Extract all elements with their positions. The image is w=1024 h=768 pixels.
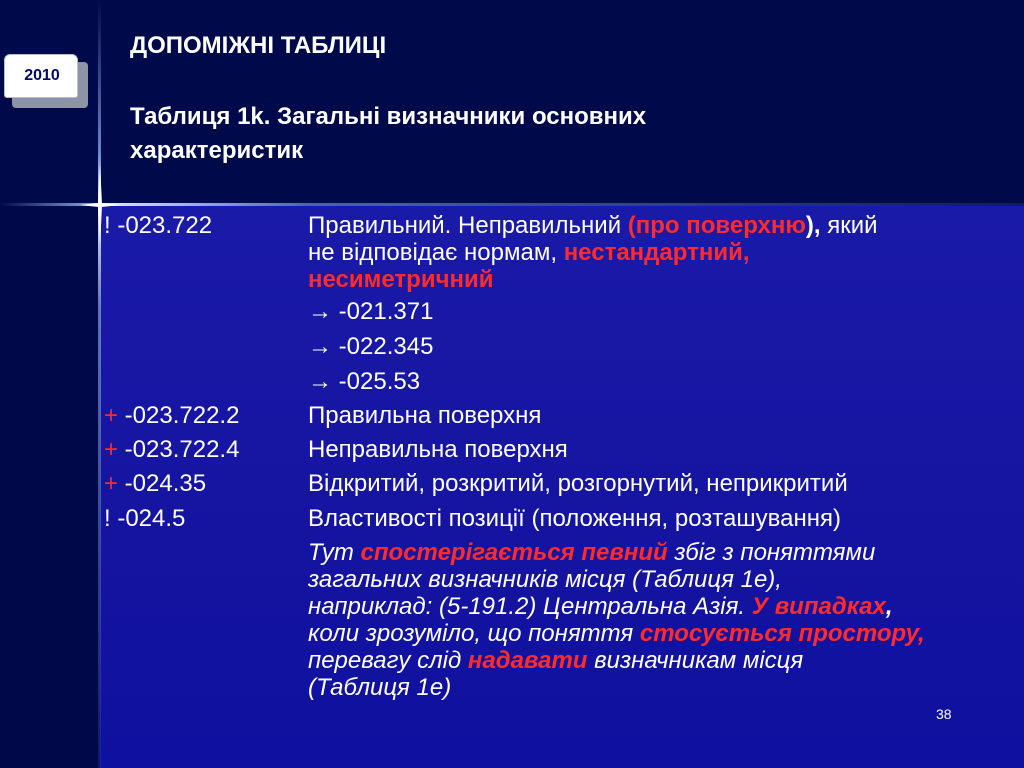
row1-line3: несиметричний: [308, 266, 494, 293]
plus-marker: +: [104, 470, 119, 497]
row1-line1: [308, 212, 1008, 239]
note-red: У випадках: [751, 593, 886, 620]
row1-desc: [308, 212, 1008, 293]
row1-text: Правильний. Неправильний: [308, 212, 628, 239]
row5-desc: Властивості позиції (положення, розташування): [308, 505, 841, 532]
note-text: ,: [885, 593, 893, 620]
row1-code: ! -023.722: [104, 212, 213, 239]
year-tab-card: [4, 54, 78, 98]
note-line1: [308, 539, 1008, 566]
subtitle-line-2: характеристик: [130, 137, 304, 164]
note-line2: загальних визначників місця (Таблиця 1е),: [308, 566, 782, 593]
row1-line2: [308, 239, 1008, 266]
row3-code-text: -023.722.4: [118, 436, 240, 463]
row2-code: [104, 402, 239, 429]
row3-desc: Неправильна поверхня: [308, 436, 568, 463]
row2-desc: Правильна поверхня: [308, 402, 542, 429]
arrow-ref-3: → -025.53: [308, 368, 421, 395]
arrow-ref-2: → -022.345: [308, 333, 434, 360]
row4-desc: Відкритий, розкритий, розгорнутий, неприкритий: [308, 470, 848, 497]
left-band: [0, 206, 100, 768]
slide-title: ДОПОМІЖНІ ТАБЛИЦІ: [130, 32, 387, 59]
note-red: стосується простору,: [639, 620, 925, 647]
row1-text-end: який: [820, 212, 878, 239]
note-text: Тут: [308, 539, 361, 566]
note-red: надавати: [467, 647, 588, 674]
note-line3: [308, 593, 1008, 620]
year-label: 2010: [24, 67, 60, 84]
page-number: 38: [936, 706, 952, 722]
row1-bold-text: ),: [805, 212, 821, 239]
plus-marker: +: [104, 436, 119, 463]
vertical-glow-line: [98, 0, 101, 768]
note-text: перевагу слід: [308, 647, 468, 674]
row1-red-text: (про поверхню: [627, 212, 806, 239]
year-tab: [4, 54, 82, 108]
plus-marker: +: [104, 402, 119, 429]
row2-code-text: -023.722.2: [118, 402, 240, 429]
note-text: визначникам місця: [587, 647, 804, 674]
note-text: збіг з поняттями: [667, 539, 876, 566]
subtitle-line-1: Таблиця 1k. Загальні визначники основних: [130, 103, 647, 130]
row5-code: ! -024.5: [104, 505, 186, 532]
row1-line2-red: нестандартний,: [563, 239, 750, 266]
row4-code-text: -024.35: [118, 470, 207, 497]
note-line4: [308, 620, 1008, 647]
note-line5: [308, 647, 1008, 674]
note-text: наприклад: (5-191.2) Центральна Азія.: [308, 593, 752, 620]
note-line6: (Таблиця 1е): [308, 674, 452, 701]
note-paragraph: [308, 539, 1008, 701]
horizontal-glow-line: [0, 203, 1024, 206]
row3-code: [104, 436, 239, 463]
row1-line2-text: не відповідає нормам,: [308, 239, 564, 266]
note-text: коли зрозуміло, що поняття: [308, 620, 640, 647]
arrow-ref-1: → -021.371: [308, 298, 434, 325]
row4-code: [104, 470, 206, 497]
slide-subtitle: [130, 100, 890, 168]
note-red: спостерігається певний: [360, 539, 668, 566]
